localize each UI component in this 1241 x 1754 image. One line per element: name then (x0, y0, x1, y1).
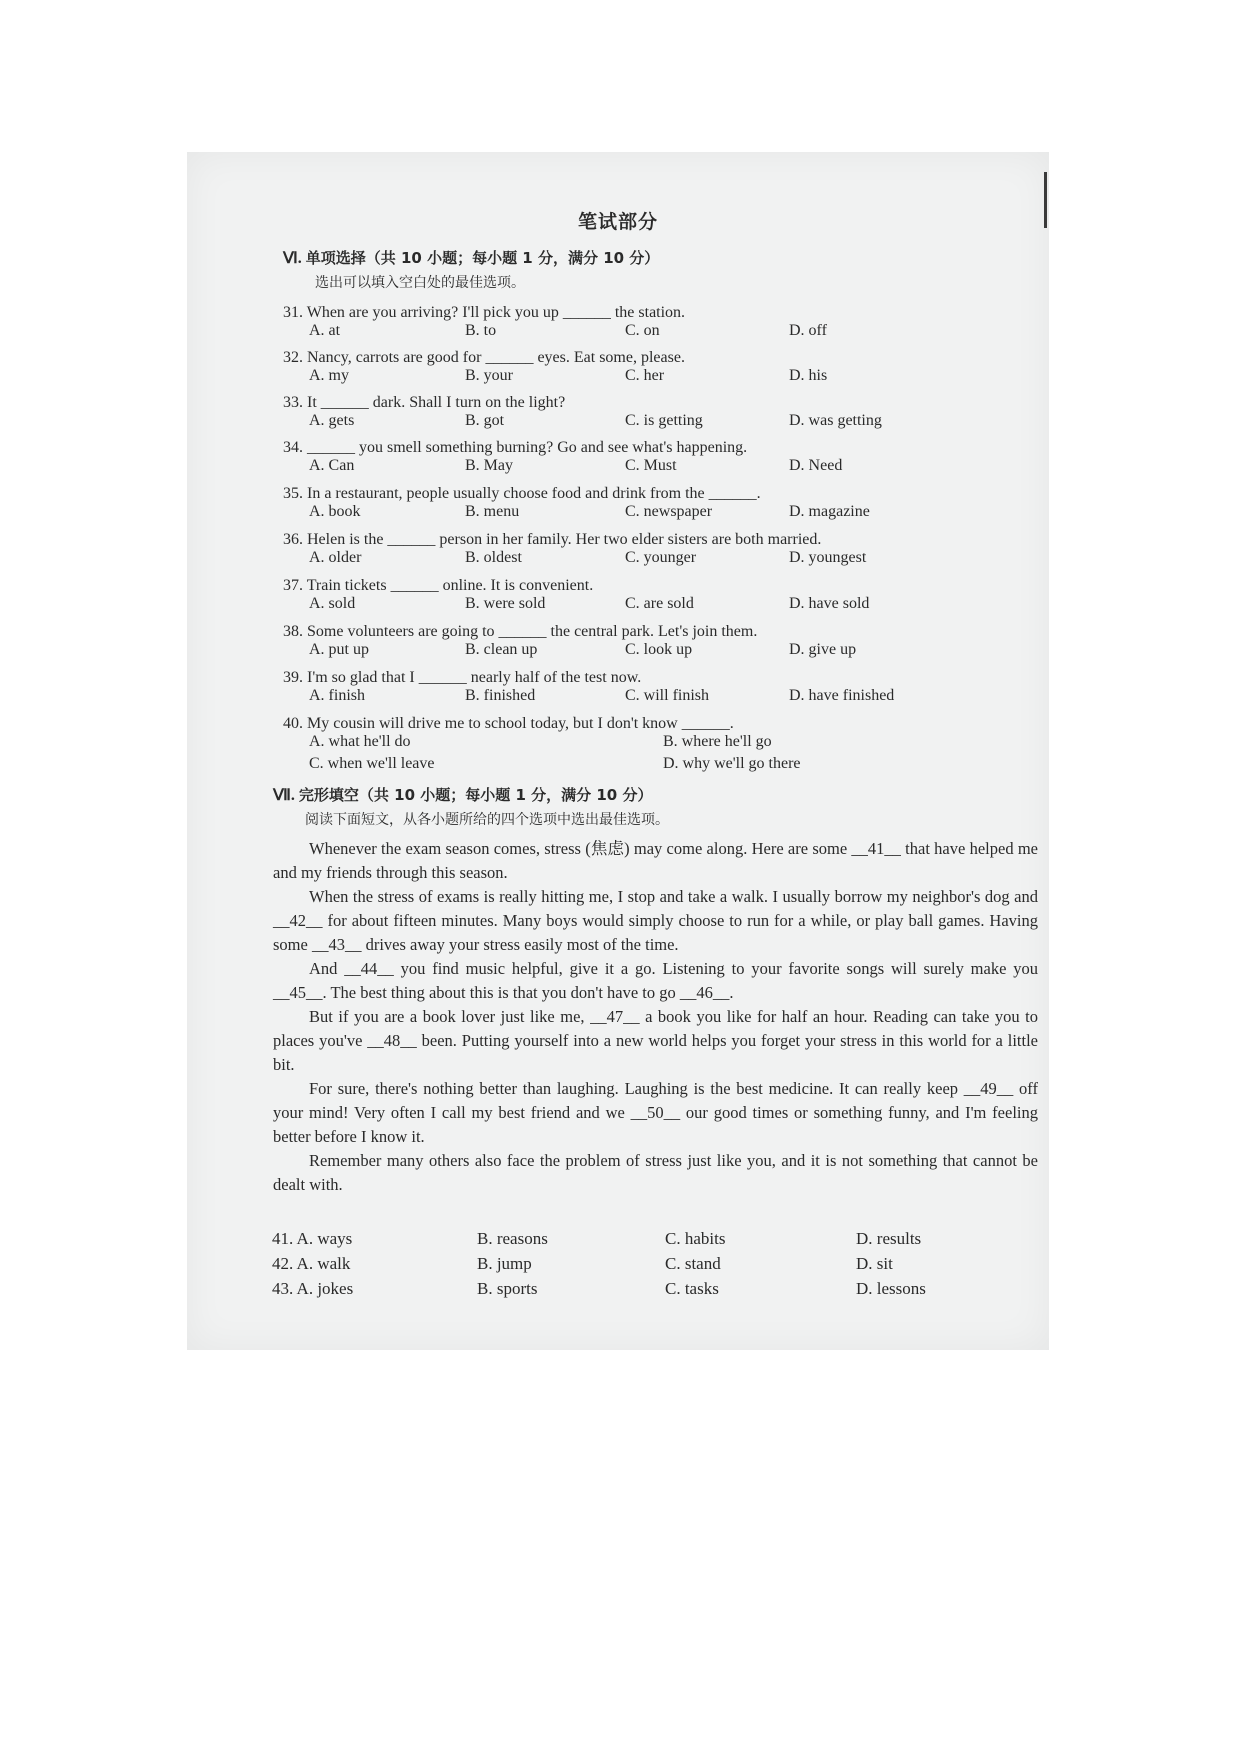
options (309, 367, 983, 389)
section-6-header (283, 247, 659, 292)
option-a: A. book (309, 503, 361, 520)
question-stem: 34. ______ you smell something burning? Go and see what's happening. (283, 439, 748, 456)
option-a: A. sold (309, 595, 356, 612)
question (283, 715, 983, 777)
option-c: C. Must (625, 457, 677, 474)
cloze-option-b: B. jump (477, 1254, 532, 1273)
section-number: Ⅵ. (283, 250, 302, 267)
passage-paragraph: And __44__ you find music helpful, give it a go. Listening to your favorite songs will surely make you __45__. The best thing about this is that you don't have to go __46__. (273, 959, 1038, 1002)
option-b: B. got (465, 412, 505, 429)
option-b: B. menu (465, 503, 520, 520)
option-a: A. at (309, 322, 341, 339)
options (309, 503, 983, 525)
question-stem: 35. In a restaurant, people usually choose food and drink from the ______. (283, 485, 761, 502)
option-d: D. youngest (789, 549, 867, 566)
cloze-option-b: B. reasons (477, 1229, 548, 1248)
options (309, 687, 983, 709)
option-a: A. Can (309, 457, 355, 474)
cloze-option-d: D. sit (856, 1254, 893, 1273)
cloze-option-a: 42. A. walk (272, 1254, 351, 1273)
options (309, 755, 983, 777)
option-d: D. why we'll go there (663, 755, 801, 772)
question-stem: 40. My cousin will drive me to school today, but I don't know ______. (283, 715, 734, 732)
passage-paragraph: But if you are a book lover just like me, __47__ a book you like for half an hour. Reading can take you to places you've __48__ been. Putting yourself into a new world helps you forget your stress in this world for a little bit. (273, 1007, 1038, 1074)
section-instruction: 选出可以填入空白处的最佳选项。 (315, 275, 525, 291)
option-b: B. oldest (465, 549, 522, 566)
option-a: A. put up (309, 641, 369, 658)
question (283, 394, 983, 434)
passage-paragraph: Whenever the exam season comes, stress (焦虑) may come along. Here are some __41__ that have helped me and my friends through this season. (273, 839, 1038, 882)
question-stem: 38. Some volunteers are going to ______ the central park. Let's join them. (283, 623, 758, 640)
options (309, 733, 983, 755)
options (309, 641, 983, 663)
passage-paragraph: For sure, there's nothing better than laughing. Laughing is the best medicine. It can really keep __49__ off your mind! Very often I call my best friend and we __50__ our good times or something funny, and I'm feeling better before I know it. (273, 1079, 1038, 1146)
cloze-option-c: C. tasks (665, 1279, 719, 1298)
section-instruction: 阅读下面短文，从各小题所给的四个选项中选出最佳选项。 (305, 812, 669, 828)
question-stem: 31. When are you arriving? I'll pick you up ______ the station. (283, 304, 686, 321)
question-stem: 37. Train tickets ______ online. It is convenient. (283, 577, 594, 594)
cloze-passage (273, 837, 1038, 1197)
option-b: B. May (465, 457, 513, 474)
option-c: C. are sold (625, 595, 694, 612)
question (283, 531, 983, 571)
cloze-option-c: C. habits (665, 1229, 726, 1248)
question (283, 669, 983, 709)
option-d: D. give up (789, 641, 857, 658)
option-c: C. look up (625, 641, 693, 658)
passage-paragraph: Remember many others also face the problem of stress just like you, and it is not something that cannot be dealt with. (273, 1151, 1038, 1194)
options (309, 412, 983, 434)
section-heading: 完形填空（共 10 小题；每小题 1 分，满分 10 分） (298, 786, 653, 804)
option-a: A. older (309, 549, 362, 566)
question-stem: 36. Helen is the ______ person in her family. Her two elder sisters are both married. (283, 531, 822, 548)
question (283, 577, 983, 617)
option-d: D. off (789, 322, 827, 339)
question (283, 349, 983, 389)
option-d: D. Need (789, 457, 843, 474)
option-b: B. to (465, 322, 497, 339)
option-c: C. on (625, 322, 660, 339)
section-heading: 单项选择（共 10 小题；每小题 1 分，满分 10 分） (305, 249, 660, 267)
cloze-option-b: B. sports (477, 1279, 538, 1298)
section-number: Ⅶ. (273, 787, 295, 804)
question-stem: 39. I'm so glad that I ______ nearly half of the test now. (283, 669, 642, 686)
question-stem: 33. It ______ dark. Shall I turn on the light? (283, 394, 566, 411)
option-c: C. will finish (625, 687, 710, 704)
option-a: A. finish (309, 687, 365, 704)
option-b: B. clean up (465, 641, 538, 658)
scanned-page (187, 152, 1049, 1350)
option-c: C. newspaper (625, 503, 713, 520)
option-c: C. when we'll leave (309, 755, 435, 772)
option-a: A. my (309, 367, 349, 384)
page-title: 笔试部分 (577, 211, 658, 233)
option-b: B. were sold (465, 595, 546, 612)
options (309, 322, 983, 344)
section-7-header (273, 784, 669, 829)
cloze-option-d: D. results (856, 1229, 922, 1248)
option-a: A. what he'll do (309, 733, 411, 750)
question (283, 304, 983, 344)
question (283, 439, 983, 479)
option-d: D. was getting (789, 412, 882, 429)
passage-paragraph: When the stress of exams is really hitting me, I stop and take a walk. I usually borrow my neighbor's dog and __42__ for about fifteen minutes. Many boys would simply choose to run for a while, or play ball games. Having some __43__ drives away your stress easily most of the time. (273, 887, 1038, 954)
option-d: D. have sold (789, 595, 870, 612)
option-d: D. magazine (789, 503, 870, 520)
cloze-option-d: D. lessons (856, 1279, 926, 1298)
option-c: C. is getting (625, 412, 703, 429)
option-b: B. finished (465, 687, 536, 704)
option-b: B. where he'll go (663, 733, 772, 750)
option-c: C. younger (625, 549, 697, 566)
question (283, 623, 983, 663)
options (309, 457, 983, 479)
options (309, 595, 983, 617)
option-d: D. have finished (789, 687, 895, 704)
question (283, 485, 983, 525)
option-d: D. his (789, 367, 828, 384)
cloze-option-a: 41. A. ways (272, 1229, 353, 1248)
question-stem: 32. Nancy, carrots are good for ______ eyes. Eat some, please. (283, 349, 685, 366)
cloze-option-a: 43. A. jokes (272, 1279, 354, 1298)
cloze-option-c: C. stand (665, 1254, 721, 1273)
option-a: A. gets (309, 412, 355, 429)
option-b: B. your (465, 367, 513, 384)
options (309, 549, 983, 571)
option-c: C. her (625, 367, 665, 384)
